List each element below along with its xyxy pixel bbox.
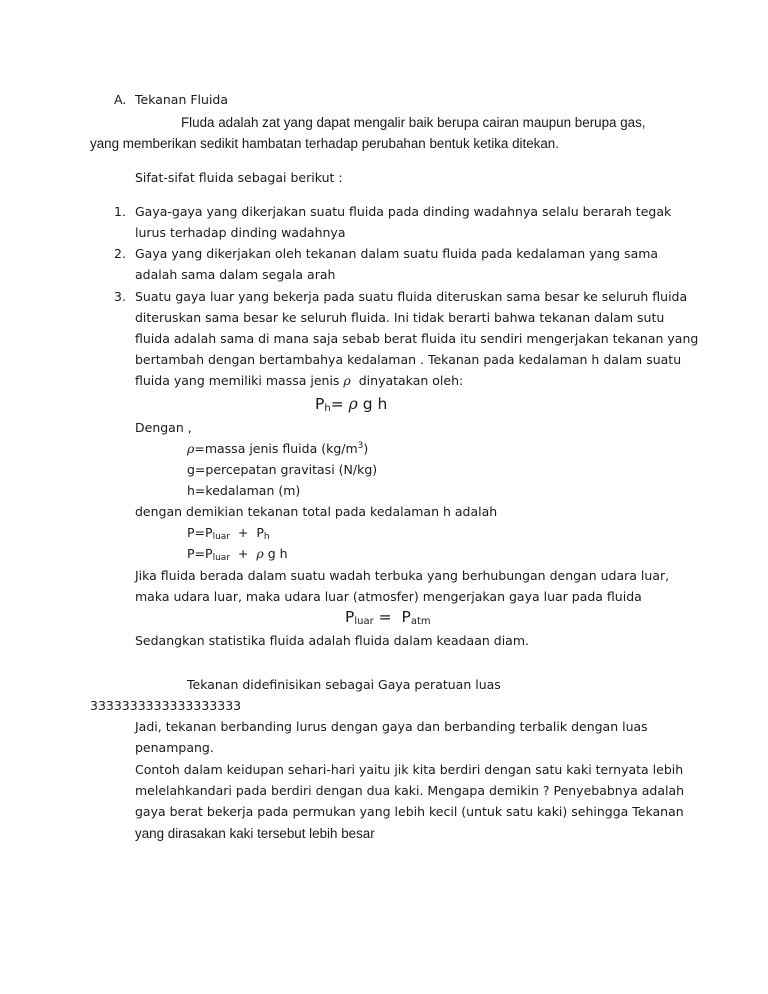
formula-atm-sub-atm: atm	[410, 616, 431, 627]
formula-total-2-rho: ρ	[256, 546, 264, 561]
example-line-3: gaya berat bekerja pada permukan yang lebih kecil (untuk satu kaki) sehingga Tekanan	[135, 804, 684, 819]
formula-atm-p: P	[345, 608, 355, 626]
formula-atm-equals: = P	[373, 608, 411, 626]
formula-gh: g h	[362, 395, 388, 413]
list-item-3-tail: dinyatakan oleh:	[358, 373, 464, 388]
list-number-1: 1.	[114, 204, 126, 219]
rho-symbol: ρ	[343, 373, 351, 388]
open-container-line-2: maka udara luar, maka udara luar (atmosfer) mengerjakan gaya luar pada fluida	[135, 589, 642, 604]
list-item-3-line-5	[135, 375, 463, 388]
definition-rho-close: )	[363, 441, 369, 456]
example-line-1: Contoh dalam keidupan sehari-hari yaitu jik kita berdiri dengan satu kaki ternyata lebih	[135, 762, 684, 777]
formula-total-1-p: P=P	[187, 525, 213, 540]
example-line-2: melelahkandari pada berdiri dengan dua kaki. Mengapa demikin ? Penyebabnya adalah	[135, 783, 685, 798]
formula-total-2-gh: g h	[267, 546, 288, 561]
total-pressure-intro: dengan demikian tekanan total pada kedalaman h adalah	[135, 504, 498, 519]
list-item-1-line-1: Gaya-gaya yang dikerjakan suatu fluida pada dinding wadahnya selalu berarah tegak	[135, 204, 672, 219]
formula-total-1-plus: + P	[229, 525, 264, 540]
definition-rho-text: =massa jenis fluida (kg/m	[194, 441, 358, 456]
formula-total-2-sub-luar: luar	[212, 553, 230, 563]
digit-string: 3333333333333333333	[90, 698, 242, 713]
list-item-3-line-4: bertambah dengan bertambahya kedalaman . Tekanan pada kedalaman h dalam suatu	[135, 352, 682, 367]
formula-sub-h: h	[324, 403, 331, 414]
conclusion-line-2: penampang.	[135, 740, 214, 755]
list-number-2: 2.	[114, 246, 126, 261]
open-container-line-1: Jika fluida berada dalam suatu wadah terbuka yang berhubungan dengan udara luar,	[135, 568, 670, 583]
formula-atmosphere	[345, 610, 431, 626]
definition-g: g=percepatan gravitasi (N/kg)	[187, 462, 378, 477]
conclusion-line-1: Jadi, tekanan berbanding lurus dengan gaya dan berbanding terbalik dengan luas	[135, 719, 648, 734]
formula-total-2	[187, 548, 288, 561]
statics-sentence: Sedangkan statistika fluida adalah fluida dalam keadaan diam.	[135, 633, 529, 648]
definition-line-1: Fluda adalah zat yang dapat mengalir baik berupa cairan maupun berupa gas,	[181, 115, 646, 130]
list-number-3: 3.	[114, 289, 126, 304]
list-item-3-line-1: Suatu gaya luar yang bekerja pada suatu fluida diteruskan sama besar ke seluruh fluida	[135, 289, 688, 304]
formula-total-2-p: P=P	[187, 546, 213, 561]
dengan-label: Dengan ,	[135, 420, 192, 435]
properties-intro: Sifat-sifat fluida sebagai berikut :	[135, 170, 343, 185]
definition-rho-symbol: ρ	[187, 441, 195, 456]
list-item-3-line-5-text: fluida yang memiliki massa jenis	[135, 373, 340, 388]
section-title: Tekanan Fluida	[135, 92, 229, 107]
definition-rho-sup: 3	[357, 441, 364, 451]
section-marker: A.	[114, 92, 127, 107]
formula-total-1-sub-luar: luar	[212, 532, 230, 542]
list-item-2-line-2: adalah sama dalam segala arah	[135, 267, 336, 282]
list-item-1-line-2: lurus terhadap dinding wadahnya	[135, 225, 346, 240]
formula-equals: =	[330, 395, 344, 413]
formula-total-1-sub-h: h	[263, 532, 270, 542]
formula-total-1	[187, 527, 270, 540]
list-item-2-line-1: Gaya yang dikerjakan oleh tekanan dalam suatu fluida pada kedalaman yang sama	[135, 246, 659, 261]
definition-h: h=kedalaman (m)	[187, 483, 301, 498]
formula-hydrostatic	[315, 397, 387, 413]
list-item-3-line-3: fluida adalah sama di mana saja sebab berat fluida itu sendiri mengerjakan tekanan yang	[135, 331, 699, 346]
definition-line-2: yang memberikan sedikit hambatan terhadap perubahan bentuk ketika ditekan.	[90, 136, 559, 151]
formula-rho: ρ	[348, 395, 358, 413]
list-item-3-line-2: diteruskan sama besar ke seluruh fluida. Ini tidak berarti bahwa tekanan dalam sutu	[135, 310, 665, 325]
definition-rho	[187, 443, 368, 456]
formula-total-2-plus: +	[229, 546, 257, 561]
example-line-4: yang dirasakan kaki tersebut lebih besar	[135, 826, 375, 841]
formula-p: P	[315, 395, 325, 413]
pressure-definition: Tekanan didefinisikan sebagai Gaya peratuan luas	[187, 677, 501, 692]
formula-atm-sub-luar: luar	[354, 616, 374, 627]
